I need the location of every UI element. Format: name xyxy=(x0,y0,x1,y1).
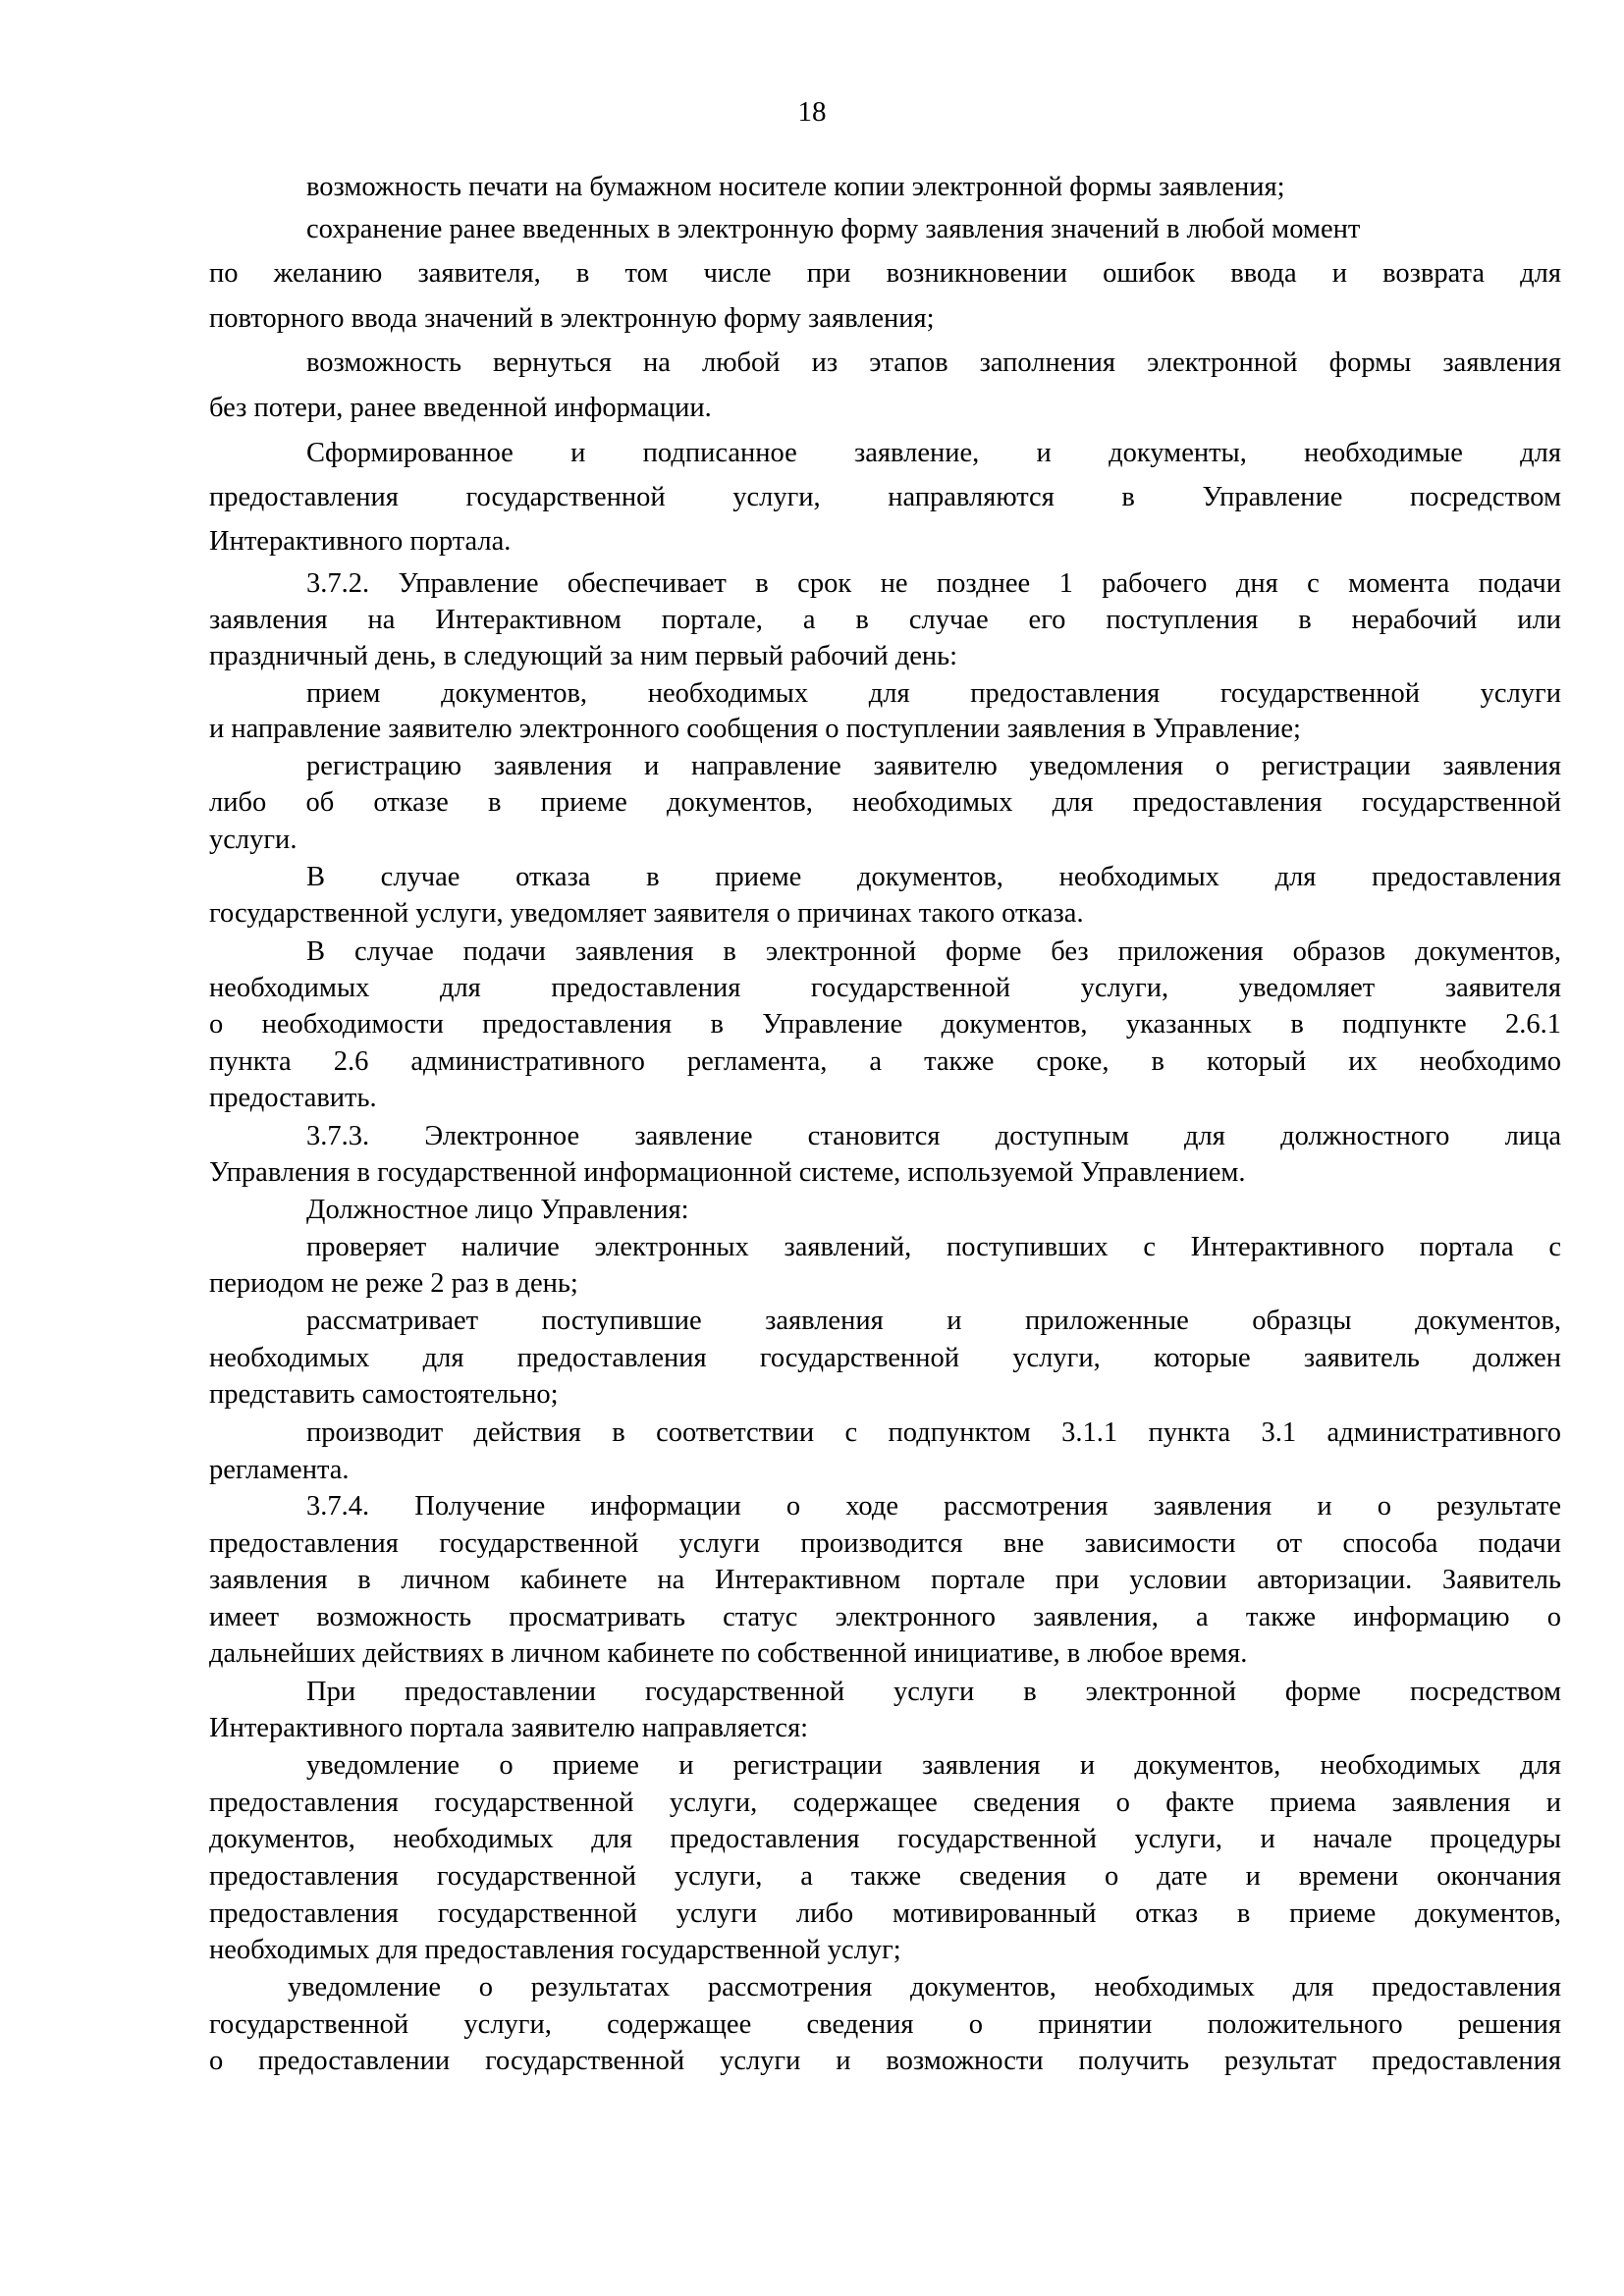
text-line: уведомление о результатах рассмотрения документов, необходимых для предоставления xyxy=(288,1972,1561,2002)
text-line: государственной услуги, содержащее сведения о принятии положительного решения xyxy=(209,2009,1561,2040)
text-line: по желанию заявителя, в том числе при возникновении ошибок ввода и возврата для xyxy=(209,258,1561,289)
text-line: документов, необходимых для предоставления государственной услуги, и начале процедуры xyxy=(209,1824,1561,1854)
text-line: Интерактивного портала. xyxy=(209,526,512,557)
text-line: государственной услуги, уведомляет заявителя о причинах такого отказа. xyxy=(209,898,1084,929)
text-line: регистрацию заявления и направление заявителю уведомления о регистрации заявления xyxy=(306,751,1561,781)
text-line: услуги. xyxy=(209,825,298,855)
page-number: 18 xyxy=(797,96,827,128)
text-line: предоставления государственной услуги, а также сведения о дате и времени окончания xyxy=(209,1861,1561,1892)
text-line: производит действия в соответствии с подпунктом 3.1.1 пункта 3.1 административного xyxy=(306,1417,1561,1448)
text-line: пункта 2.6 административного регламента, а также сроке, в который их необходимо xyxy=(209,1046,1561,1077)
text-line: без потери, ранее введенной информации. xyxy=(209,393,712,423)
text-line: 3.7.2. Управление обеспечивает в срок не позднее 1 рабочего дня с момента подачи xyxy=(306,568,1561,599)
text-line: 3.7.4. Получение информации о ходе рассмотрения заявления и о результате xyxy=(306,1491,1561,1522)
text-line: возможность печати на бумажном носителе копии электронной формы заявления; xyxy=(306,172,1285,202)
text-line: необходимых для предоставления государственной услуги, уведомляет заявителя xyxy=(209,973,1561,1003)
text-line: заявления на Интерактивном портале, а в случае его поступления в нерабочий или xyxy=(209,605,1561,635)
text-line: периодом не реже 2 раз в день; xyxy=(209,1268,578,1299)
text-line: предоставления государственной услуги, содержащее сведения о факте приема заявления и xyxy=(209,1788,1561,1818)
text-line: заявления в личном кабинете на Интерактивном портале при условии авторизации. Заявитель xyxy=(209,1565,1561,1595)
text-line: праздничный день, в следующий за ним первый рабочий день: xyxy=(209,641,958,671)
text-line: уведомление о приеме и регистрации заявления и документов, необходимых для xyxy=(306,1750,1561,1781)
text-line: 3.7.3. Электронное заявление становится доступным для должностного лица xyxy=(306,1121,1561,1151)
text-line: дальнейших действиях в личном кабинете по собственной инициативе, в любое время. xyxy=(209,1638,1248,1669)
text-line: либо об отказе в приеме документов, необходимых для предоставления государственной xyxy=(209,787,1561,818)
text-line: необходимых для предоставления государственной услуг; xyxy=(209,1935,901,1965)
text-line: возможность вернуться на любой из этапов заполнения электронной формы заявления xyxy=(306,347,1561,378)
text-line: предоставления государственной услуги производится вне зависимости от способа подачи xyxy=(209,1528,1561,1559)
text-line: Интерактивного портала заявителю направляется: xyxy=(209,1713,809,1743)
text-line: сохранение ранее введенных в электронную форму заявления значений в любой момент xyxy=(306,214,1361,244)
text-line: рассматривает поступившие заявления и приложенные образцы документов, xyxy=(306,1306,1561,1336)
text-line: прием документов, необходимых для предоставления государственной услуги xyxy=(306,678,1561,709)
text-line: Должностное лицо Управления: xyxy=(306,1195,689,1225)
text-line: и направление заявителю электронного сообщения о поступлении заявления в Управление; xyxy=(209,714,1301,744)
text-line: Управления в государственной информационной системе, используемой Управлением. xyxy=(209,1157,1246,1188)
text-line: имеет возможность просматривать статус электронного заявления, а также информацию о xyxy=(209,1602,1561,1632)
text-line: предоставления государственной услуги либо мотивированный отказ в приеме документов, xyxy=(209,1898,1561,1929)
text-line: регламента. xyxy=(209,1455,350,1485)
text-line: При предоставлении государственной услуги в электронной форме посредством xyxy=(306,1677,1561,1707)
text-line: о необходимости предоставления в Управление документов, указанных в подпункте 2.6.1 xyxy=(209,1009,1561,1040)
text-line: Сформированное и подписанное заявление, и документы, необходимые для xyxy=(306,438,1561,468)
text-line: повторного ввода значений в электронную форму заявления; xyxy=(209,303,935,334)
text-line: представить самостоятельно; xyxy=(209,1379,559,1410)
text-line: необходимых для предоставления государственной услуги, которые заявитель должен xyxy=(209,1343,1561,1373)
text-line: предоставления государственной услуги, направляются в Управление посредством xyxy=(209,482,1561,512)
text-line: В случае подачи заявления в электронной форме без приложения образов документов, xyxy=(306,936,1561,967)
text-line: предоставить. xyxy=(209,1083,377,1113)
text-line: В случае отказа в приеме документов, необходимых для предоставления xyxy=(306,862,1561,892)
text-line: о предоставлении государственной услуги и возможности получить результат предоставления xyxy=(209,2046,1561,2076)
text-line: проверяет наличие электронных заявлений, поступивших с Интерактивного портала с xyxy=(306,1232,1561,1262)
